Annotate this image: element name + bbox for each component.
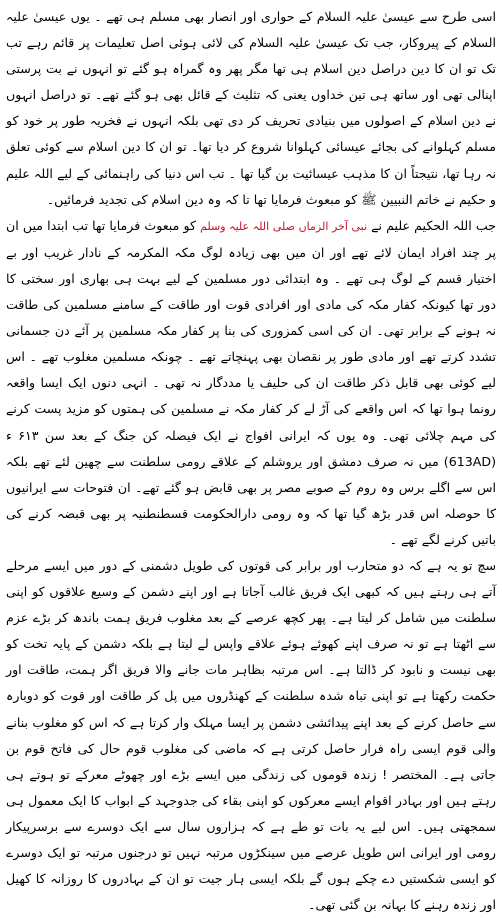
paragraph-2-lead: جب اللہ الحکیم علیم نے — [371, 217, 496, 233]
prophet-honorific-highlight: نبی آخر الزماں صلی اللہ علیہ وسلم — [200, 219, 368, 233]
paragraph-3-text: سچ تو یہ ہے کہ دو متحارب اور برابر کی قوتوں کی طویل دشمنی کے دور میں ایسے مرحلے آتے ہی رہتے ہیں کہ کبھی ایک فریق غالب آجاتا ہے اور اپنے دشمن کے وسیع علاقوں کو اپنی سلطنت میں شامل کر لیتا ہے۔ پھر کچھ عرصے کے بعد مغلوب فریق ہمت باندھ کر بڑے عزم سے اٹھتا ہے تو نہ صرف اپنے کھوئے ہوئے علاقے واپس لے لیتا ہے بلکہ دشمن کے پایہ تخت کو بھی نیست و نابود کر ڈالتا ہے۔ اس مرتبہ بظاہر مات جانے والا فریق اگر ہمت، طاقت اور حکمت رکھتا ہے تو اپنی تباہ شدہ سلطنت کے کھنڈروں میں پل کر طاقت اور قوت کو دوبارہ سے حاصل کرنے کے بعد اپنے پیدائشی دشمن پر ایسا مہلک وار کرتا ہے کہ اس کو مغلوب بنانے والی قوم ایسی راہ فرار حاصل کرتی ہے کہ ماضی کی مغلوب قوم حال کی فاتح قوم بن جاتی ہے۔ المختصر ! زندہ قوموں کی زندگی میں ایسے بڑے اور چھوٹے معرکے تو ہوتے ہی رہتے ہیں اور بہادر اقوام ایسے معرکوں کو اپنی بقاء کی جدوجہد کے ابواب کا ایک معمول ہی سمجھتی ہیں۔ اس لیے یہ بات تو طے ہے کہ ہزاروں سال سے ایک دوسرے سے برسرپیکار رومی اور ایرانی اس طویل عرصے میں سینکڑوں مرتبہ نہیں تو درجنوں مرتبہ تو ایک دوسرے کو ایسی شکستیں دے چکے ہوں گے بلکہ ایسی ہار جیت تو ان کے بہادروں کا روزانہ کا کھیل اور زندہ رہنے کا بہانہ بن گئی تھی۔ — [6, 557, 496, 913]
paragraph-3 — [6, 553, 496, 918]
paragraph-2 — [6, 213, 496, 553]
paragraph-1-text: اسی طرح سے عیسیٰ علیہ السلام کے حواری اور انصار بھی مسلم ہی تھے ۔ یوں عیسیٰ علیہ السلام کے پیروکار، جب تک عیسیٰ علیہ السلام کی لائی ہوئی اصل تعلیمات پر قائم رہے تب تک تو ان کا دین دراصل دین اسلام ہی تھا مگر پھر وہ گمراہ ہو گئے تو انہوں نے بت پرستی اپنالی تھی اور ساتھ ہی تین خداوں یعنی کہ تثلیث کے قائل بھی ہو گئے تھے۔ تو دراصل انہوں نے دین اسلام کے اصولوں میں بنیادی تحریف کر دی تھی بلکہ انہوں نے فخریہ طور پر خود کو مسلم کہلوانے کی بجائے عیسائی کہلوانا شروع کر دیا تھا۔ تو ان کا دین اسلام سے کوئی تعلق نہ رہا تھا، نتیجتاً ان کا مذہب عیسائیت بن گیا تھا ۔ تب اس دنیا کی راہنمائی کے لیے اللہ علیم و حکیم نے خاتم النبیین ﷺ کو مبعوث فرمایا تھا تا کہ وہ دین اسلام کی تجدید فرمائیں۔ — [6, 9, 496, 207]
paragraph-1 — [6, 4, 496, 213]
paragraph-2-text: کو مبعوث فرمایا تھا تب ابتدا میں ان پر چند افراد ایمان لائے تھے اور ان میں بھی زیادہ لوگ مکہ المکرمہ کے نادار غریب اور بے اختیار قسم کے لوگ ہی تھے ۔ وہ ابتدائی دور مسلمین کے لیے بہت ہی بھاری اور سختی کا دور تھا کیونکہ کفار مکہ کی مادی اور افرادی قوت اور طاقت کے سامنے مسلمین کی طاقت نہ ہونے کے برابر تھی۔ ان کی اسی کمزوری کی بنا پر کفار مکہ مسلمین پر آئے دن جسمانی تشدد کرتے تھے اور مادی طور پر نقصان بھی پہنچاتے تھے ۔ چونکہ مسلمین مغلوب تھے ۔ اس لیے کوئی بھی قابل ذکر طاقت ان کی حلیف یا مددگار نہ تھی ۔ انہی دنوں ایک ایسا واقعہ رونما ہوا تھا کہ اس واقعے کی آڑ لے کر کفار مکہ نے مسلمین کی ہمتوں کو مزید پست کرنے کی مہم چلائی تھی۔ وہ یوں کہ ایرانی افواج نے ایک فیصلہ کن جنگ کے بعد سن ۶۱۳ ء (613AD) میں نہ صرف دمشق اور یروشلم کے علاقے رومی سلطنت سے چھین لئے تھے بلکہ اس سے اگلے برس وہ روم کے صوبے مصر پر بھی قابض ہو گئے تھے۔ ان فتوحات سے ایرانیوں کا حوصلہ اس قدر بڑھ گیا تھا کہ وہ رومی دارالحکومت قسطنطنیہ پر بھی قبضہ کرنے کی باتیں کرنے لگے تھے ۔ — [6, 217, 496, 547]
